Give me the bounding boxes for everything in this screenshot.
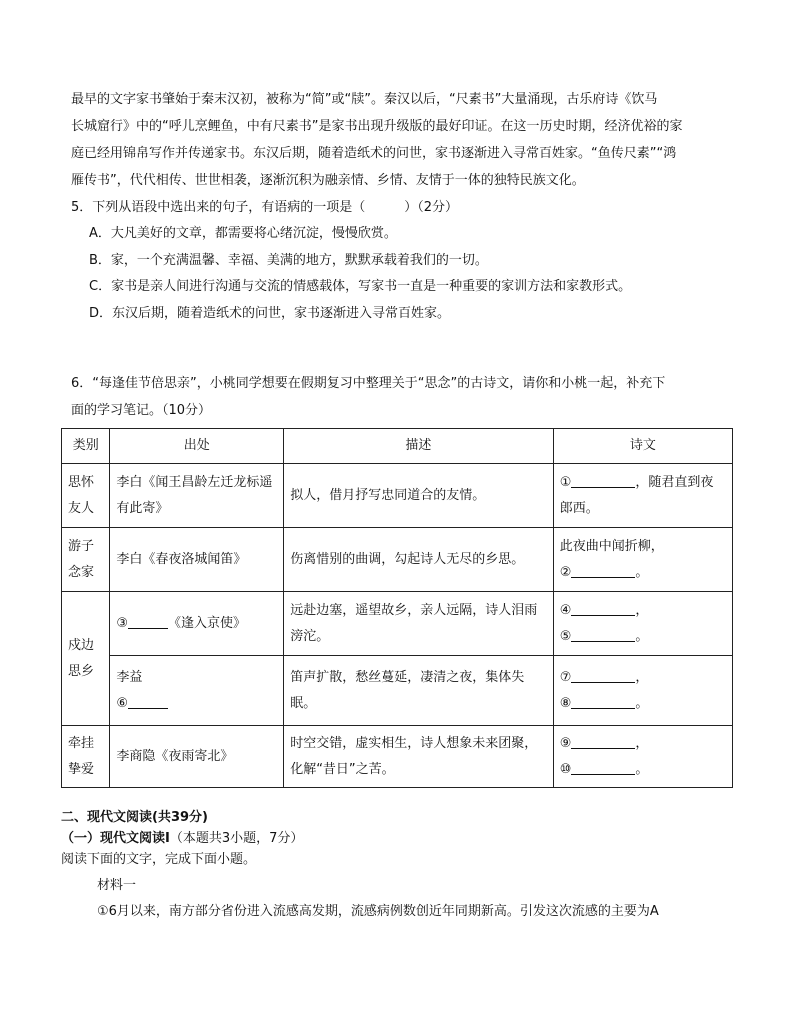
source-cell	[110, 592, 284, 656]
question-5-option-b: B．家，一个充满温馨、幸福、美满的地方，默默承载着我们的一切。	[89, 253, 488, 268]
description-cell: 时空交错，虚实相生，诗人想象未来团聚，化解“昔日”之苦。	[284, 726, 554, 788]
header-source: 出处	[110, 429, 284, 464]
material-text: ①6月以来，南方部分省份进入流感高发期，流感病例数创近年同期新高。引发这次流感的主要为A	[97, 904, 659, 919]
question-5-stem: 5．下列从语段中选出来的句子，有语病的一项是（ ）（2分）	[71, 200, 459, 215]
poem-cell	[553, 528, 732, 592]
table-row	[62, 726, 733, 788]
table-row	[62, 528, 733, 592]
answer-blank[interactable]	[571, 760, 635, 775]
answer-blank[interactable]	[571, 473, 635, 488]
category-cell: 游子念家	[62, 528, 110, 592]
blank-number: ④	[559, 602, 572, 618]
passage-line: 雁传书”，代代相传、世世相袭，逐渐沉积为融亲情、乡情、友情于一体的独特民族文化。	[71, 173, 585, 188]
subsection-title	[61, 829, 303, 849]
source-cell	[110, 656, 284, 726]
blank-number: ⑦	[559, 669, 572, 685]
table-row	[62, 592, 733, 656]
source-cell: 李白《春夜洛城闻笛》	[110, 528, 284, 592]
section-title: 二、现代文阅读(共39分)	[61, 810, 208, 825]
header-category: 类别	[62, 429, 110, 464]
blank-number: ⑩	[559, 761, 572, 777]
header-description: 描述	[284, 429, 554, 464]
poem-text: ，	[635, 602, 649, 618]
description-cell: 拟人，借月抒写忠同道合的友情。	[284, 464, 554, 528]
poem-cell	[553, 656, 732, 726]
subsection-heading: （一）现代文阅读Ⅰ	[61, 831, 170, 846]
poem-text: ，	[635, 669, 649, 685]
answer-blank[interactable]	[571, 627, 635, 642]
blank-number: ②	[559, 564, 572, 580]
passage-line: 最早的文字家书肇始于秦末汉初，被称为“简”或“牍”。秦汉以后，“尺素书”大量涌现，古乐府诗《饮马	[71, 92, 658, 107]
blank-number: ⑥	[116, 695, 129, 711]
material-label: 材料一	[97, 878, 137, 893]
blank-number: ⑧	[559, 695, 572, 711]
poem-cell	[553, 592, 732, 656]
passage-line: 长城窟行》中的“呼儿烹鲤鱼，中有尺素书”是家书出现升级版的最好印证。在这一历史时期，经济优裕的家	[71, 119, 683, 134]
study-notes-table	[61, 428, 733, 788]
source-text: 李益	[116, 669, 143, 685]
category-cell: 思怀友人	[62, 464, 110, 528]
blank-number: ⑤	[559, 628, 572, 644]
source-text: 《逢入京使》	[168, 615, 247, 631]
answer-blank[interactable]	[571, 694, 635, 709]
source-cell: 李商隐《夜雨寄北》	[110, 726, 284, 788]
table-row	[62, 656, 733, 726]
question-6-stem-cont: 面的学习笔记。（10分）	[71, 403, 212, 418]
poem-text: 。	[635, 761, 649, 777]
description-cell: 远赴边塞，遥望故乡，亲人远隔，诗人泪雨滂沱。	[284, 592, 554, 656]
poem-text: 此夜曲中闻折柳，	[559, 538, 664, 554]
answer-blank[interactable]	[571, 563, 635, 578]
question-5-option-c: C．家书是亲人间进行沟通与交流的情感载体，写家书一直是一种重要的家训方法和家教形式。	[89, 279, 632, 294]
answer-blank[interactable]	[571, 668, 635, 683]
blank-number: ①	[559, 474, 572, 490]
poem-cell	[553, 726, 732, 788]
source-cell: 李白《闻王昌龄左迁龙标遥有此寄》	[110, 464, 284, 528]
poem-text: 。	[635, 628, 649, 644]
question-5-option-a: A．大凡美好的文章，都需要将心绪沉淀，慢慢欣赏。	[89, 226, 397, 241]
answer-blank[interactable]	[571, 734, 635, 749]
description-cell: 伤离惜别的曲调，勾起诗人无尽的乡思。	[284, 528, 554, 592]
answer-blank[interactable]	[571, 601, 635, 616]
poem-text: 。	[635, 564, 649, 580]
blank-number: ③	[116, 615, 129, 631]
passage-line: 庭已经用锦帛写作并传递家书。东汉后期，随着造纸术的问世，家书逐渐进入寻常百姓家。“鱼传尺素”“鸿	[71, 146, 677, 161]
poem-cell	[553, 464, 732, 528]
table-header-row	[62, 429, 733, 464]
category-cell: 戍边思乡	[62, 592, 110, 726]
answer-blank[interactable]	[128, 614, 168, 629]
poem-text: ，随君直到夜郎西。	[559, 474, 714, 516]
poem-text: 。	[635, 695, 649, 711]
reading-instruction: 阅读下面的文字，完成下面小题。	[61, 852, 257, 867]
category-cell: 牵挂挚爱	[62, 726, 110, 788]
poem-text: ，	[635, 735, 649, 751]
answer-blank[interactable]	[128, 694, 168, 709]
subsection-note: （本题共3小题，7分）	[169, 831, 304, 846]
question-6-stem: 6．“每逢佳节倍思亲”，小桃同学想要在假期复习中整理关于“思念”的古诗文，请你和小桃一起，补充下	[71, 376, 666, 391]
question-5-option-d: D．东汉后期，随着造纸术的问世，家书逐渐进入寻常百姓家。	[89, 306, 451, 321]
description-cell: 笛声扩散，愁丝蔓延，凄清之夜，集体失眠。	[284, 656, 554, 726]
table-row	[62, 464, 733, 528]
blank-number: ⑨	[559, 735, 572, 751]
header-poem: 诗文	[553, 429, 732, 464]
